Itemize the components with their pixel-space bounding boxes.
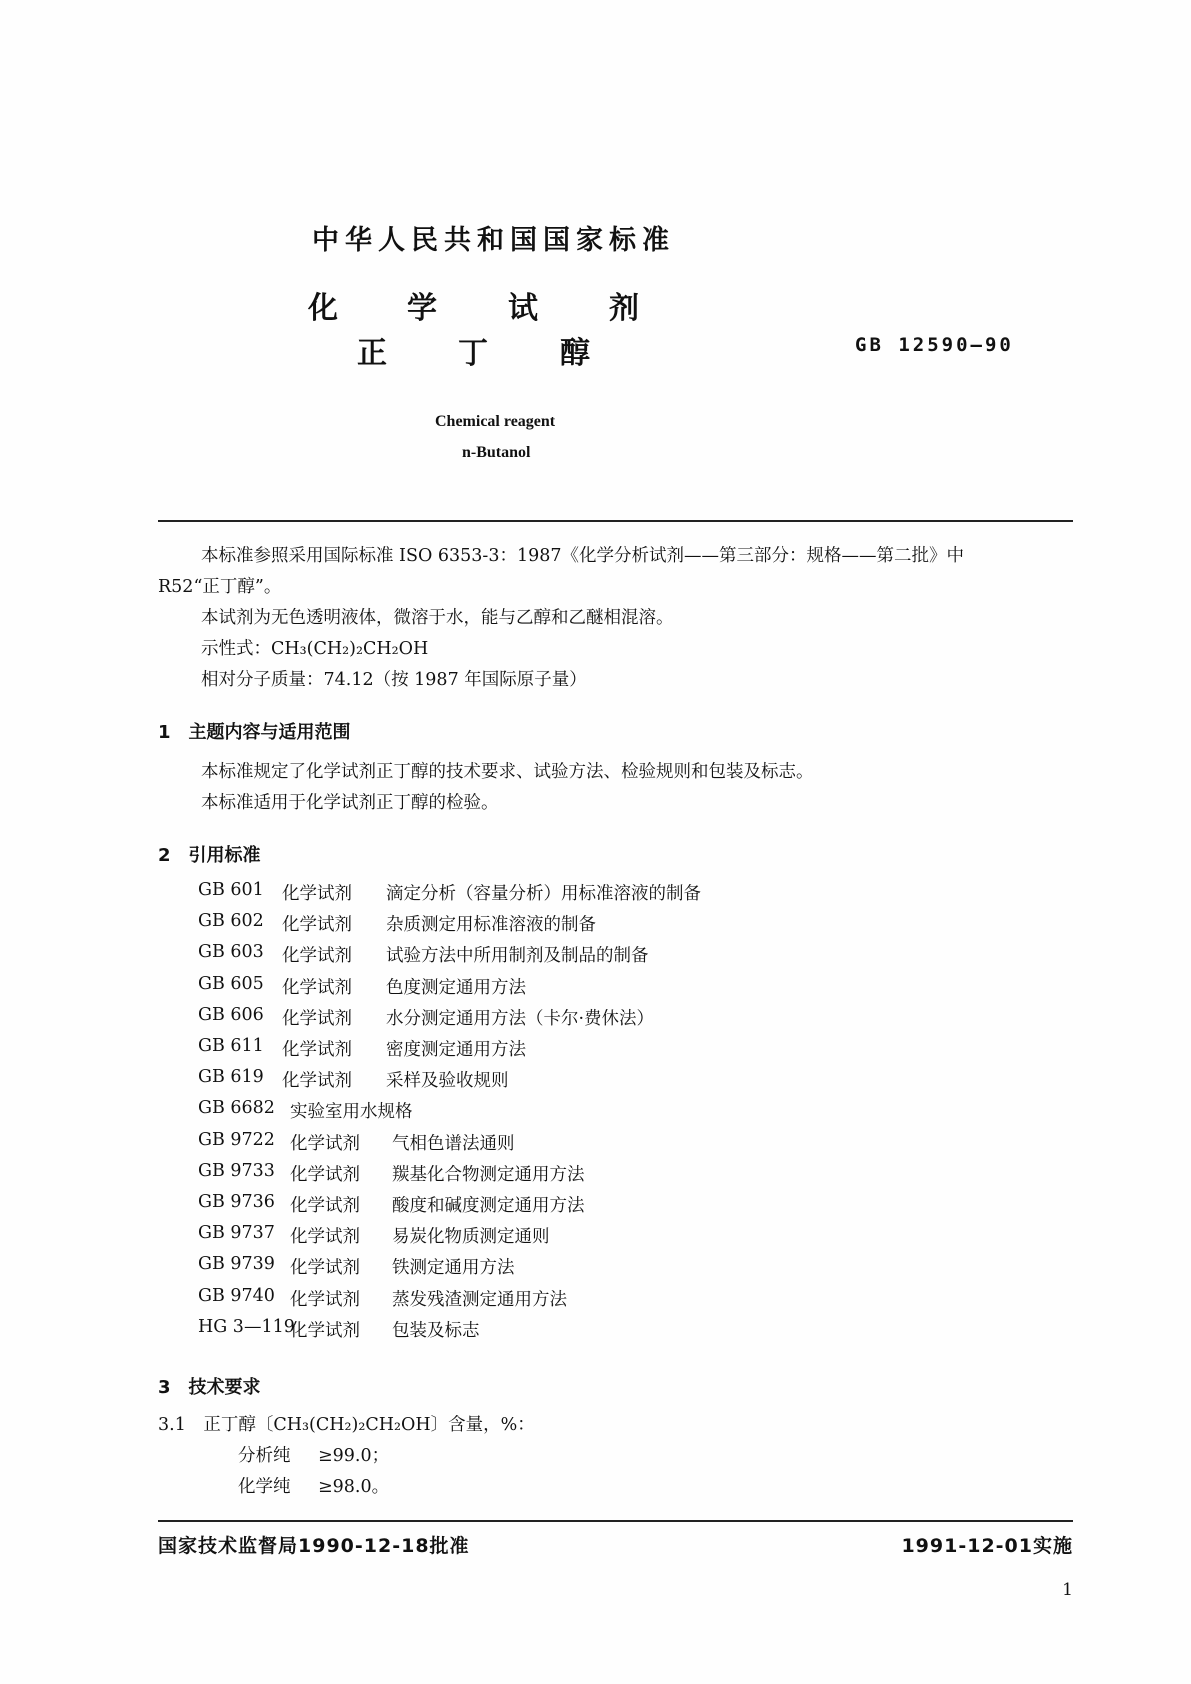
- reference-code: GB 603: [198, 942, 264, 963]
- title-char: 丁: [458, 336, 488, 371]
- intro-paragraph-1-cont: R52“正丁醇”。: [158, 577, 282, 597]
- english-subtitle: n-Butanol: [462, 444, 531, 461]
- page-number: 1: [1062, 1580, 1073, 1600]
- reference-title: 酸度和碱度测定通用方法: [392, 1196, 585, 1216]
- grade-value: ≥98.0。: [318, 1477, 390, 1497]
- reference-code: GB 602: [198, 911, 264, 932]
- english-title: Chemical reagent: [435, 413, 556, 430]
- reference-category: 化学试剂: [290, 1133, 360, 1154]
- reference-category: 化学试剂: [290, 1258, 360, 1279]
- reference-code: GB 9739: [198, 1254, 275, 1275]
- grade-value: ≥99.0；: [318, 1446, 390, 1466]
- reference-category: 化学试剂: [282, 915, 352, 936]
- section-2-heading: 2 引用标准: [158, 845, 261, 866]
- reference-code: GB 611: [198, 1036, 264, 1056]
- reference-category: 化学试剂: [282, 946, 352, 967]
- intro-description: 本试剂为无色透明液体，微溶于水，能与乙醇和乙醚相混溶。: [201, 608, 674, 628]
- reference-category: 化学试剂: [282, 884, 352, 904]
- title-char: 剂: [609, 291, 639, 326]
- standard-code: GB 12590—90: [855, 334, 1014, 356]
- reference-title: 羰基化合物测定通用方法: [392, 1164, 585, 1185]
- reference-title: 实验室用水规格: [290, 1102, 413, 1123]
- national-standard-heading: 中华人民共和国国家标准: [312, 225, 675, 256]
- title-char: 正: [357, 336, 387, 371]
- reference-title: 采样及验收规则: [386, 1071, 509, 1092]
- reference-title: 铁测定通用方法: [392, 1258, 515, 1279]
- reference-title: 试验方法中所用制剂及制品的制备: [386, 946, 649, 967]
- reference-title: 水分测定通用方法（卡尔·费休法）: [386, 1008, 655, 1029]
- reference-code: GB 619: [198, 1067, 264, 1088]
- title-char: 学: [407, 291, 437, 326]
- reference-title: 气相色谱法通则: [392, 1133, 515, 1154]
- intro-formula: 示性式：CH₃(CH₂)₂CH₂OH: [201, 639, 429, 659]
- reference-title: 色度测定通用方法: [386, 977, 526, 998]
- clause-3-1: 3.1 正丁醇〔CH₃(CH₂)₂CH₂OH〕含量，%：: [158, 1415, 535, 1435]
- reference-category: 化学试剂: [290, 1196, 360, 1216]
- reference-code: GB 9740: [198, 1285, 275, 1306]
- reference-code: GB 6682: [198, 1098, 275, 1119]
- reference-code: GB 9737: [198, 1223, 275, 1244]
- reference-category: 化学试剂: [290, 1320, 360, 1341]
- section-1-line: 本标准规定了化学试剂正丁醇的技术要求、试验方法、检验规则和包装及标志。: [201, 762, 814, 782]
- approval-date: 国家技术监督局1990-12-18批准: [158, 1535, 470, 1557]
- reference-category: 化学试剂: [282, 1040, 352, 1060]
- reference-title: 杂质测定用标准溶液的制备: [386, 915, 596, 936]
- footer-rule: [158, 1520, 1073, 1522]
- intro-molecular-mass: 相对分子质量：74.12（按 1987 年国际原子量）: [201, 670, 587, 690]
- reference-category: 化学试剂: [282, 1008, 352, 1029]
- reference-category: 化学试剂: [282, 1071, 352, 1092]
- section-1-heading: 1 主题内容与适用范围: [158, 722, 351, 743]
- implementation-date: 1991-12-01实施: [901, 1535, 1073, 1557]
- grade-name: 分析纯: [238, 1446, 291, 1466]
- intro-paragraph-1: 本标准参照采用国际标准 ISO 6353-3：1987《化学分析试剂——第三部分：规格——第二批》中: [201, 546, 964, 566]
- reference-code: GB 601: [198, 880, 264, 900]
- reference-title: 易炭化物质测定通则: [392, 1227, 550, 1248]
- reference-code: GB 605: [198, 973, 264, 994]
- reference-code: GB 9733: [198, 1160, 275, 1181]
- reference-title: 滴定分析（容量分析）用标准溶液的制备: [386, 884, 701, 904]
- reference-category: 化学试剂: [282, 977, 352, 998]
- reference-category: 化学试剂: [290, 1289, 360, 1310]
- reference-code: HG 3—119: [198, 1316, 295, 1337]
- grade-name: 化学纯: [238, 1477, 291, 1497]
- section-3-heading: 3 技术要求: [158, 1377, 261, 1398]
- reference-code: GB 9722: [198, 1129, 275, 1150]
- title-char: 醇: [560, 336, 590, 371]
- section-1-line: 本标准适用于化学试剂正丁醇的检验。: [201, 793, 499, 813]
- title-char: 化: [308, 291, 338, 326]
- reference-title: 蒸发残渣测定通用方法: [392, 1289, 567, 1310]
- reference-title: 密度测定通用方法: [386, 1040, 526, 1060]
- title-line-1: [0, 283, 1191, 326]
- title-char: 试: [508, 291, 538, 326]
- reference-code: GB 9736: [198, 1192, 275, 1212]
- reference-code: GB 606: [198, 1004, 264, 1025]
- header-rule: [158, 520, 1073, 522]
- reference-category: 化学试剂: [290, 1164, 360, 1185]
- reference-title: 包装及标志: [392, 1320, 480, 1341]
- reference-category: 化学试剂: [290, 1227, 360, 1248]
